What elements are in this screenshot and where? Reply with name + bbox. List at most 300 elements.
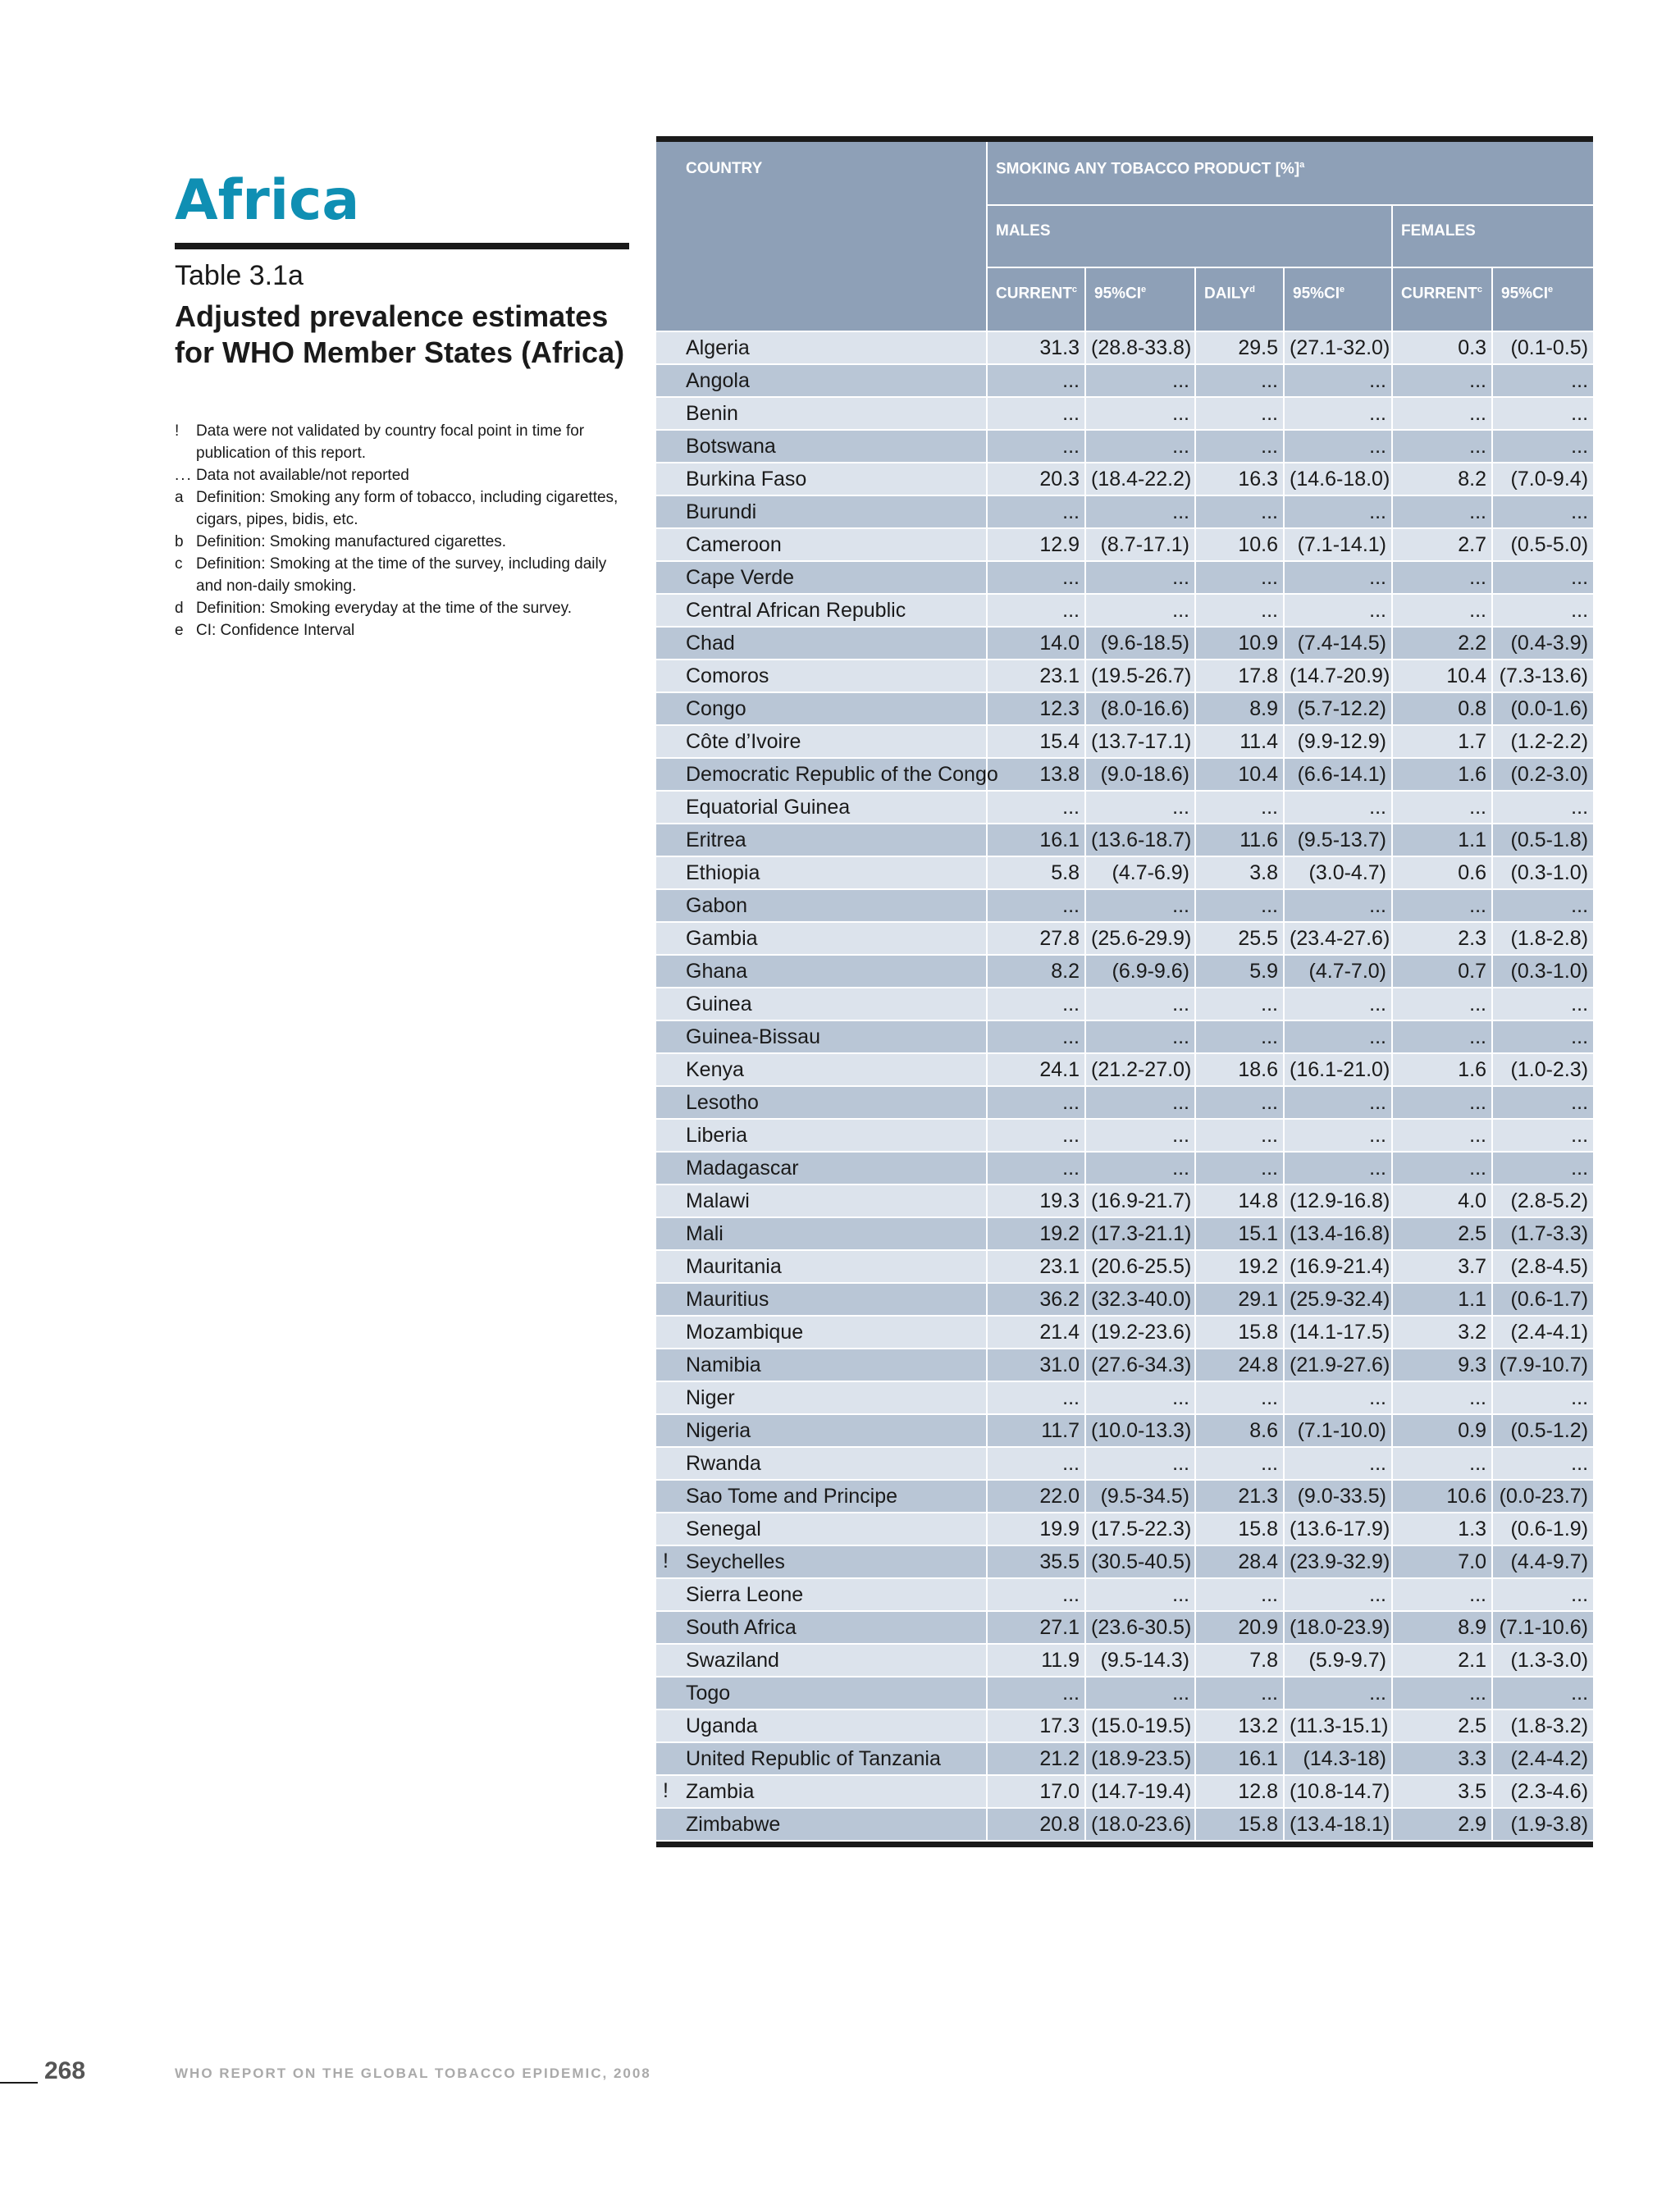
table-row xyxy=(656,397,1593,430)
value-cell: ... xyxy=(1284,791,1392,824)
country-cell xyxy=(656,397,987,430)
value-cell: ... xyxy=(1392,430,1492,463)
value-cell: 15.8 xyxy=(1195,1808,1284,1841)
value-cell: (9.0-33.5) xyxy=(1284,1480,1392,1513)
value-cell: (1.2-2.2) xyxy=(1492,725,1593,758)
value-cell: (9.6-18.5) xyxy=(1085,627,1195,660)
value-cell: (30.5-40.5) xyxy=(1085,1545,1195,1578)
country-cell xyxy=(656,1185,987,1217)
value-cell: (6.9-9.6) xyxy=(1085,955,1195,988)
value-cell: (23.9-32.9) xyxy=(1284,1545,1392,1578)
value-cell: ... xyxy=(1392,594,1492,627)
country-cell xyxy=(656,1217,987,1250)
value-cell: ... xyxy=(1085,1578,1195,1611)
footnote-mark: c xyxy=(175,555,183,573)
value-cell: (27.1-32.0) xyxy=(1284,331,1392,364)
footnote-text: Definition: Smoking manufactured cigarettes. xyxy=(196,533,507,550)
table-row xyxy=(656,1447,1593,1480)
country-cell xyxy=(656,1480,987,1513)
value-cell: 18.6 xyxy=(1195,1053,1284,1086)
value-cell: (23.4-27.6) xyxy=(1284,922,1392,955)
value-cell: ... xyxy=(1284,1152,1392,1185)
value-cell: ... xyxy=(1085,988,1195,1020)
value-cell: ... xyxy=(1492,988,1593,1020)
males-header: MALES xyxy=(987,205,1392,267)
country-cell xyxy=(656,463,987,495)
footer-rule xyxy=(0,2082,38,2084)
value-cell: ... xyxy=(1284,594,1392,627)
column-header-3 xyxy=(1284,267,1392,331)
value-cell: ... xyxy=(1085,1677,1195,1709)
value-cell: (0.6-1.9) xyxy=(1492,1513,1593,1545)
country-name: Comoros xyxy=(686,664,769,687)
value-cell: ... xyxy=(1492,791,1593,824)
value-cell: ... xyxy=(1085,1086,1195,1119)
table-row xyxy=(656,528,1593,561)
value-cell: (7.4-14.5) xyxy=(1284,627,1392,660)
footnote-mark: d xyxy=(175,600,184,617)
value-cell: 7.0 xyxy=(1392,1545,1492,1578)
country-cell xyxy=(656,430,987,463)
country-name: Ethiopia xyxy=(686,860,760,884)
country-cell xyxy=(656,1611,987,1644)
value-cell: 9.3 xyxy=(1392,1349,1492,1381)
table-row xyxy=(656,856,1593,889)
value-cell: (0.3-1.0) xyxy=(1492,856,1593,889)
prevalence-table-wrapper xyxy=(656,136,1593,1847)
column-header-text: CURRENT xyxy=(996,285,1072,303)
value-cell: (16.9-21.7) xyxy=(1085,1185,1195,1217)
value-cell: (18.0-23.6) xyxy=(1085,1808,1195,1841)
value-cell: 8.9 xyxy=(1392,1611,1492,1644)
value-cell: ... xyxy=(1085,364,1195,397)
footnote-text: Definition: Smoking everyday at the time of the survey. xyxy=(196,600,572,617)
country-name: Burundi xyxy=(686,500,757,523)
value-cell: 1.6 xyxy=(1392,1053,1492,1086)
footnotes xyxy=(175,420,629,641)
value-cell: ... xyxy=(987,1119,1085,1152)
value-cell: (13.4-18.1) xyxy=(1284,1808,1392,1841)
value-cell: 14.0 xyxy=(987,627,1085,660)
value-cell: ... xyxy=(1284,1086,1392,1119)
value-cell: 13.8 xyxy=(987,758,1085,791)
table-row xyxy=(656,1217,1593,1250)
value-cell: (5.7-12.2) xyxy=(1284,692,1392,725)
value-cell: 19.2 xyxy=(987,1217,1085,1250)
country-name: Lesotho xyxy=(686,1090,759,1114)
value-cell: ... xyxy=(1284,1119,1392,1152)
value-cell: 8.2 xyxy=(987,955,1085,988)
value-cell: ... xyxy=(1492,495,1593,528)
value-cell: ... xyxy=(1085,791,1195,824)
value-cell: 7.8 xyxy=(1195,1644,1284,1677)
column-header-text: 95%CI xyxy=(1094,285,1142,303)
table-row xyxy=(656,1283,1593,1316)
value-cell: (9.5-14.3) xyxy=(1085,1644,1195,1677)
value-cell: ... xyxy=(1392,1152,1492,1185)
value-cell: (7.9-10.7) xyxy=(1492,1349,1593,1381)
value-cell: ... xyxy=(1195,1152,1284,1185)
country-cell xyxy=(656,791,987,824)
country-name: South Africa xyxy=(686,1615,797,1639)
country-cell xyxy=(656,1578,987,1611)
value-cell: ... xyxy=(1195,1020,1284,1053)
value-cell: 17.0 xyxy=(987,1775,1085,1808)
value-cell: ... xyxy=(1492,1677,1593,1709)
value-cell: (9.9-12.9) xyxy=(1284,725,1392,758)
value-cell: 1.7 xyxy=(1392,725,1492,758)
value-cell: ... xyxy=(987,1677,1085,1709)
country-cell xyxy=(656,1316,987,1349)
value-cell: (18.0-23.9) xyxy=(1284,1611,1392,1644)
value-cell: (7.3-13.6) xyxy=(1492,660,1593,692)
value-cell: 21.2 xyxy=(987,1742,1085,1775)
value-cell: (16.1-21.0) xyxy=(1284,1053,1392,1086)
value-cell: 15.8 xyxy=(1195,1316,1284,1349)
value-cell: ... xyxy=(1284,1020,1392,1053)
value-cell: ... xyxy=(987,988,1085,1020)
value-cell: ... xyxy=(1195,1578,1284,1611)
country-name: Benin xyxy=(686,401,738,425)
table-row xyxy=(656,1381,1593,1414)
footnote xyxy=(175,619,629,641)
value-cell: ... xyxy=(1085,889,1195,922)
value-cell: 0.9 xyxy=(1392,1414,1492,1447)
value-cell: (14.6-18.0) xyxy=(1284,463,1392,495)
value-cell: 8.2 xyxy=(1392,463,1492,495)
value-cell: 19.9 xyxy=(987,1513,1085,1545)
table-row xyxy=(656,1020,1593,1053)
footnote xyxy=(175,464,629,486)
value-cell: ... xyxy=(1492,430,1593,463)
table-row xyxy=(656,1677,1593,1709)
country-name: Central African Republic xyxy=(686,598,906,622)
value-cell: ... xyxy=(1195,1381,1284,1414)
table-title: Adjusted prevalence estimates for WHO Member States (Africa) xyxy=(175,299,625,369)
country-cell xyxy=(656,1447,987,1480)
table-top-rule xyxy=(656,136,1593,142)
value-cell: (14.7-20.9) xyxy=(1284,660,1392,692)
country-name: Democratic Republic of the Congo xyxy=(686,762,998,786)
value-cell: 13.2 xyxy=(1195,1709,1284,1742)
country-name: Mozambique xyxy=(686,1320,804,1344)
value-cell: (5.9-9.7) xyxy=(1284,1644,1392,1677)
value-cell: 24.1 xyxy=(987,1053,1085,1086)
value-cell: 11.9 xyxy=(987,1644,1085,1677)
value-cell: 0.3 xyxy=(1392,331,1492,364)
value-cell: (0.3-1.0) xyxy=(1492,955,1593,988)
value-cell: 23.1 xyxy=(987,1250,1085,1283)
value-cell: ... xyxy=(987,791,1085,824)
value-cell: 2.9 xyxy=(1392,1808,1492,1841)
value-cell: (2.4-4.1) xyxy=(1492,1316,1593,1349)
value-cell: ... xyxy=(1085,561,1195,594)
table-number: Table 3.1a xyxy=(175,260,304,291)
value-cell: 31.3 xyxy=(987,331,1085,364)
value-cell: (17.3-21.1) xyxy=(1085,1217,1195,1250)
value-cell: (0.0-23.7) xyxy=(1492,1480,1593,1513)
country-cell xyxy=(656,1152,987,1185)
column-header-1 xyxy=(1085,267,1195,331)
country-cell xyxy=(656,1709,987,1742)
value-cell: (1.3-3.0) xyxy=(1492,1644,1593,1677)
value-cell: 14.8 xyxy=(1195,1185,1284,1217)
value-cell: (2.8-5.2) xyxy=(1492,1185,1593,1217)
country-cell xyxy=(656,528,987,561)
value-cell: (17.5-22.3) xyxy=(1085,1513,1195,1545)
value-cell: (21.2-27.0) xyxy=(1085,1053,1195,1086)
value-cell: ... xyxy=(1085,1381,1195,1414)
value-cell: ... xyxy=(1392,988,1492,1020)
column-header-text: 95%CI xyxy=(1293,285,1340,303)
country-cell xyxy=(656,1020,987,1053)
value-cell: (32.3-40.0) xyxy=(1085,1283,1195,1316)
country-name: Namibia xyxy=(686,1353,761,1376)
country-cell xyxy=(656,627,987,660)
value-cell: ... xyxy=(1392,1677,1492,1709)
table-row xyxy=(656,725,1593,758)
country-name: Uganda xyxy=(686,1714,758,1737)
country-cell xyxy=(656,824,987,856)
table-row xyxy=(656,922,1593,955)
table-row xyxy=(656,1480,1593,1513)
country-name: Sao Tome and Principe xyxy=(686,1484,898,1508)
value-cell: ... xyxy=(1195,1086,1284,1119)
country-cell xyxy=(656,758,998,791)
country-cell xyxy=(656,1775,987,1808)
value-cell: ... xyxy=(1392,1578,1492,1611)
country-name: Nigeria xyxy=(686,1418,751,1442)
value-cell: ... xyxy=(1284,561,1392,594)
country-cell xyxy=(656,955,987,988)
country-name: Kenya xyxy=(686,1057,744,1081)
footnote xyxy=(175,486,629,531)
value-cell: (16.9-21.4) xyxy=(1284,1250,1392,1283)
country-name: Ghana xyxy=(686,959,748,983)
value-cell: 27.8 xyxy=(987,922,1085,955)
table-row xyxy=(656,988,1593,1020)
value-cell: (0.0-1.6) xyxy=(1492,692,1593,725)
value-cell: 3.7 xyxy=(1392,1250,1492,1283)
country-name: Sierra Leone xyxy=(686,1582,804,1606)
country-cell xyxy=(656,1644,987,1677)
footnote xyxy=(175,420,629,464)
country-cell xyxy=(656,1545,987,1578)
value-cell: 8.9 xyxy=(1195,692,1284,725)
value-cell: (10.0-13.3) xyxy=(1085,1414,1195,1447)
country-cell xyxy=(656,1250,987,1283)
table-row xyxy=(656,463,1593,495)
value-cell: (25.9-32.4) xyxy=(1284,1283,1392,1316)
footnote-mark: e xyxy=(175,622,184,639)
value-cell: ... xyxy=(987,561,1085,594)
country-cell xyxy=(656,660,987,692)
value-cell: (7.1-10.6) xyxy=(1492,1611,1593,1644)
value-cell: ... xyxy=(1195,561,1284,594)
value-cell: ... xyxy=(987,1381,1085,1414)
value-cell: ... xyxy=(987,364,1085,397)
value-cell: (2.4-4.2) xyxy=(1492,1742,1593,1775)
value-cell: ... xyxy=(987,889,1085,922)
table-row xyxy=(656,1053,1593,1086)
country-name: Zimbabwe xyxy=(686,1812,781,1836)
value-cell: ... xyxy=(1284,495,1392,528)
table-row xyxy=(656,1644,1593,1677)
value-cell: ... xyxy=(987,1020,1085,1053)
value-cell: 27.1 xyxy=(987,1611,1085,1644)
table-row xyxy=(656,495,1593,528)
country-name: Zambia xyxy=(686,1779,755,1803)
group-header xyxy=(987,142,1593,205)
table-row xyxy=(656,1152,1593,1185)
value-cell: 2.5 xyxy=(1392,1217,1492,1250)
value-cell: ... xyxy=(1085,1152,1195,1185)
footnote-text: Data were not validated by country focal point in time for publication of this report. xyxy=(196,422,585,462)
value-cell: 35.5 xyxy=(987,1545,1085,1578)
value-cell: (0.1-0.5) xyxy=(1492,331,1593,364)
value-cell: (9.0-18.6) xyxy=(1085,758,1195,791)
value-cell: 0.6 xyxy=(1392,856,1492,889)
value-cell: ... xyxy=(1492,1578,1593,1611)
value-cell: ... xyxy=(1492,1381,1593,1414)
country-name: Senegal xyxy=(686,1517,761,1541)
value-cell: ... xyxy=(1392,1447,1492,1480)
country-name: Cameroon xyxy=(686,532,782,556)
value-cell: 11.7 xyxy=(987,1414,1085,1447)
value-cell: 16.3 xyxy=(1195,463,1284,495)
country-name: Madagascar xyxy=(686,1156,799,1180)
value-cell: ... xyxy=(1492,364,1593,397)
country-name: Malawi xyxy=(686,1189,750,1212)
value-cell: 29.5 xyxy=(1195,331,1284,364)
value-cell: 21.4 xyxy=(987,1316,1085,1349)
column-header-text: DAILY xyxy=(1204,285,1250,303)
value-cell: ... xyxy=(987,1152,1085,1185)
value-cell: ... xyxy=(1195,1119,1284,1152)
table-body xyxy=(656,331,1593,1841)
value-cell: 11.4 xyxy=(1195,725,1284,758)
column-header-sup: e xyxy=(1141,285,1147,294)
country-name: Gambia xyxy=(686,926,758,950)
column-header-text: CURRENT xyxy=(1401,285,1477,303)
column-header-sup: c xyxy=(1477,285,1483,294)
country-cell xyxy=(656,692,987,725)
value-cell: ... xyxy=(1492,397,1593,430)
title-rule xyxy=(175,243,629,249)
value-cell: (7.0-9.4) xyxy=(1492,463,1593,495)
value-cell: (8.0-16.6) xyxy=(1085,692,1195,725)
value-cell: ... xyxy=(1085,1447,1195,1480)
value-cell: (13.7-17.1) xyxy=(1085,725,1195,758)
value-cell: ... xyxy=(1492,1020,1593,1053)
table-row xyxy=(656,1414,1593,1447)
value-cell: ... xyxy=(987,430,1085,463)
footnote xyxy=(175,597,629,619)
column-header-sup: e xyxy=(1340,285,1345,294)
country-cell xyxy=(656,1742,987,1775)
value-cell: 5.8 xyxy=(987,856,1085,889)
country-name: Seychelles xyxy=(686,1550,785,1573)
value-cell: 20.3 xyxy=(987,463,1085,495)
value-cell: (15.0-19.5) xyxy=(1085,1709,1195,1742)
value-cell: ... xyxy=(987,1578,1085,1611)
footnote-mark: ... xyxy=(175,467,193,484)
country-name: Swaziland xyxy=(686,1648,779,1672)
value-cell: (7.1-14.1) xyxy=(1284,528,1392,561)
value-cell: ... xyxy=(1392,791,1492,824)
value-cell: 23.1 xyxy=(987,660,1085,692)
value-cell: (0.6-1.7) xyxy=(1492,1283,1593,1316)
country-cell xyxy=(656,725,987,758)
country-name: Chad xyxy=(686,631,735,655)
females-header: FEMALES xyxy=(1392,205,1593,267)
value-cell: ... xyxy=(987,594,1085,627)
value-cell: 12.9 xyxy=(987,528,1085,561)
value-cell: (13.6-18.7) xyxy=(1085,824,1195,856)
value-cell: (1.0-2.3) xyxy=(1492,1053,1593,1086)
value-cell: ... xyxy=(1195,1677,1284,1709)
table-row xyxy=(656,1709,1593,1742)
value-cell: ... xyxy=(987,397,1085,430)
country-cell xyxy=(656,331,987,364)
value-cell: (4.7-6.9) xyxy=(1085,856,1195,889)
value-cell: 4.0 xyxy=(1392,1185,1492,1217)
country-name: Liberia xyxy=(686,1123,748,1147)
column-header-sup: e xyxy=(1548,285,1554,294)
value-cell: ... xyxy=(1392,364,1492,397)
prevalence-table xyxy=(656,142,1593,1842)
country-name: Guinea-Bissau xyxy=(686,1025,820,1048)
running-title: WHO REPORT ON THE GLOBAL TOBACCO EPIDEMIC, 2008 xyxy=(175,2065,651,2081)
footnote-mark: a xyxy=(175,489,184,506)
country-cell xyxy=(656,1119,987,1152)
value-cell: 10.9 xyxy=(1195,627,1284,660)
country-name: Equatorial Guinea xyxy=(686,795,851,819)
value-cell: 10.4 xyxy=(1195,758,1284,791)
value-cell: 1.6 xyxy=(1392,758,1492,791)
value-cell: ... xyxy=(1284,1447,1392,1480)
value-cell: ... xyxy=(1492,889,1593,922)
value-cell: ... xyxy=(1085,1020,1195,1053)
country-name: Mali xyxy=(686,1221,724,1245)
value-cell: ... xyxy=(987,1447,1085,1480)
value-cell: (23.6-30.5) xyxy=(1085,1611,1195,1644)
value-cell: (18.9-23.5) xyxy=(1085,1742,1195,1775)
value-cell: (27.6-34.3) xyxy=(1085,1349,1195,1381)
page-number: 268 xyxy=(44,2057,86,2084)
value-cell: 1.3 xyxy=(1392,1513,1492,1545)
value-cell: 1.1 xyxy=(1392,1283,1492,1316)
country-name: Niger xyxy=(686,1385,735,1409)
footnote-text: Definition: Smoking any form of tobacco, including cigarettes, cigars, pipes, bidis, etc. xyxy=(196,489,619,528)
value-cell: ... xyxy=(1195,889,1284,922)
value-cell: ... xyxy=(1284,397,1392,430)
column-header-5 xyxy=(1492,267,1593,331)
country-cell xyxy=(656,1283,987,1316)
value-cell: 15.1 xyxy=(1195,1217,1284,1250)
not-validated-flag: ! xyxy=(663,1550,669,1572)
value-cell: ... xyxy=(1492,1086,1593,1119)
country-name: Togo xyxy=(686,1681,731,1705)
table-row xyxy=(656,1185,1593,1217)
value-cell: 20.9 xyxy=(1195,1611,1284,1644)
country-name: United Republic of Tanzania xyxy=(686,1746,941,1770)
country-name: Côte d’Ivoire xyxy=(686,729,801,753)
value-cell: (3.0-4.7) xyxy=(1284,856,1392,889)
value-cell: (21.9-27.6) xyxy=(1284,1349,1392,1381)
region-title: Africa xyxy=(175,168,360,233)
value-cell: ... xyxy=(1085,594,1195,627)
